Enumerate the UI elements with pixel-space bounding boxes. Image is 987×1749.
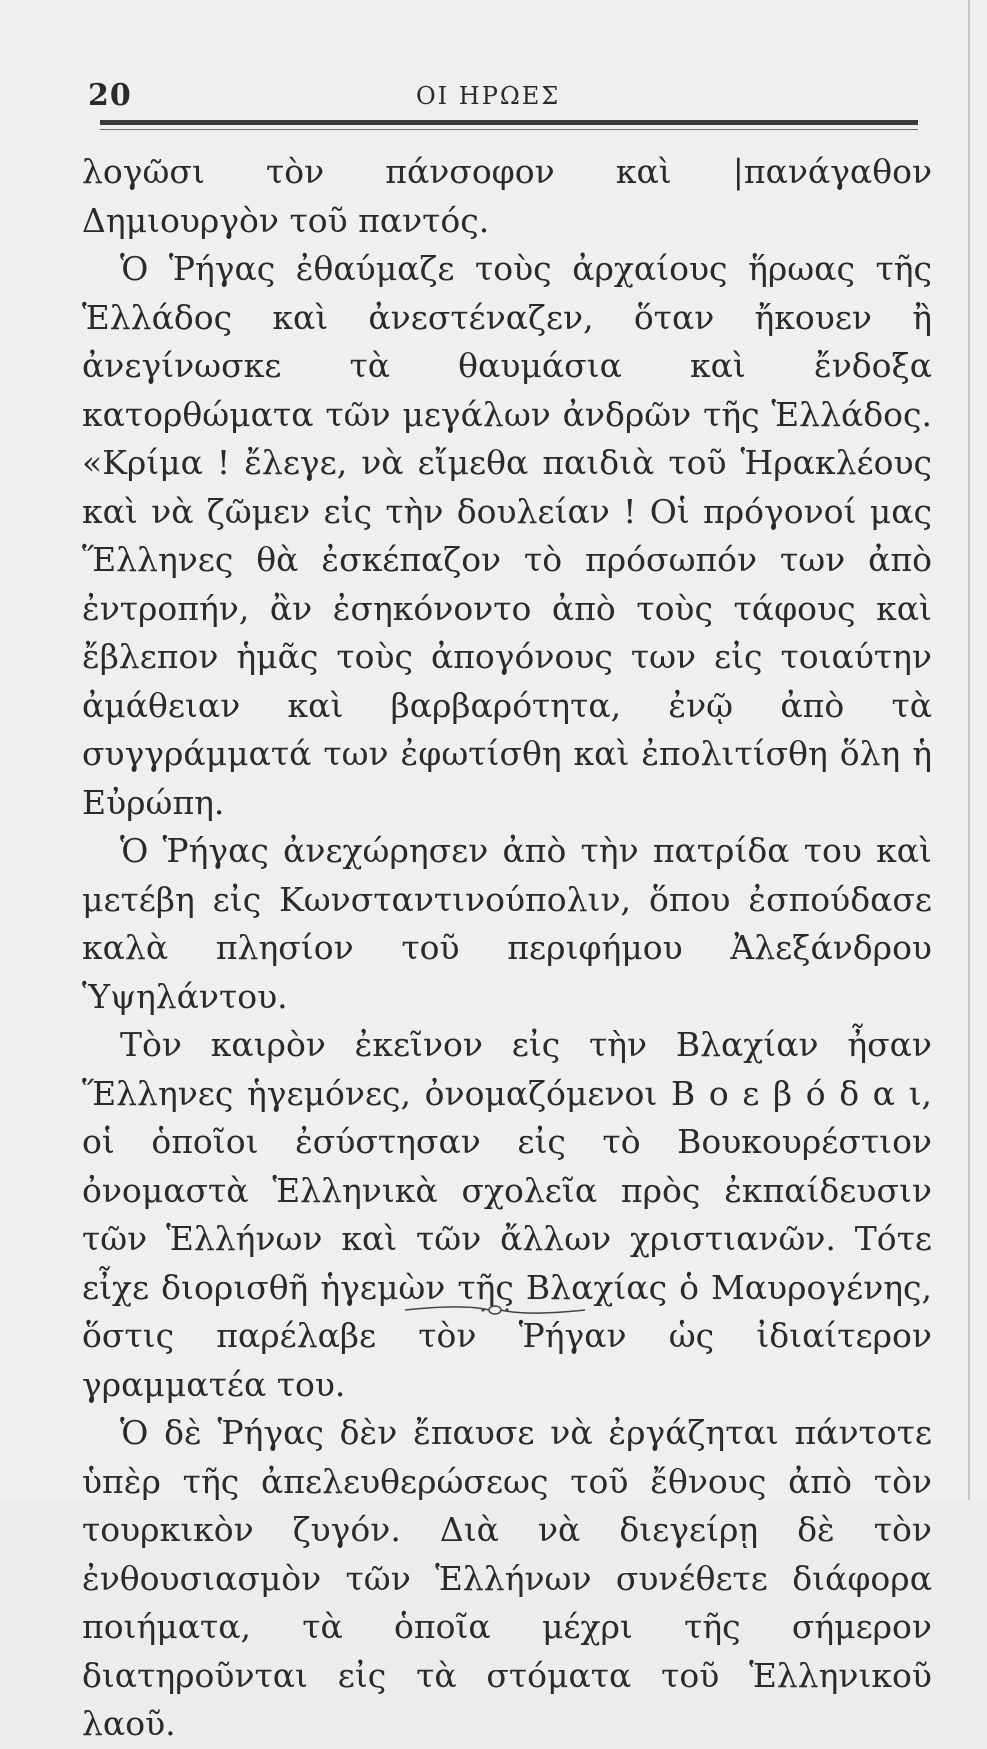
body-text: [82, 148, 932, 1749]
end-ornament: [403, 1300, 587, 1320]
paragraph: Ὁ Ῥήγας ἐθαύμαζε τοὺς ἀρχαίους ἥρωας τῆς Ἑλλάδος καὶ ἀνεστέναζεν, ὅταν ἤκουεν ἢ ἀνεγίνωσκε τὰ θαυμάσια καὶ ἔνδοξα κατορθώματα τῶν μεγάλων ἀνδρῶν τῆς Ἑλλάδος. «Κρίμα ! ἔλεγε, νὰ εἴμεθα παιδιὰ τοῦ Ἡρακλέους καὶ νὰ ζῶμεν εἰς τὴν δουλείαν ! Οἱ πρόγονοί μας Ἕλληνες θὰ ἐσκέπαζον τὸ πρόσωπόν των ἀπὸ ἐντροπήν, ἂν ἐσηκόνοντο ἀπὸ τοὺς τάφους καὶ ἔβλεπον ἡμᾶς τοὺς ἀπογόνους των εἰς τοιαύτην ἀμάθειαν καὶ βαρβαρότητα, ἐνῷ ἀπὸ τὰ συγγράμματά των ἐφωτίσθη καὶ ἐπολιτίσθη ὅλη ἡ Εὐρώπη.: [82, 249, 932, 822]
running-title: ΟΙ ΗΡΩΕΣ: [416, 82, 561, 110]
paragraph: Τὸν καιρὸν ἐκεῖνον εἰς τὴν Βλαχίαν ἦσαν Ἕλληνες ἡγεμόνες, ὀνομαζόμενοι Β ο ε β ό δ α ι, οἱ ὁποῖοι ἐσύστησαν εἰς τὸ Βουκουρέστιον ὀνομαστὰ Ἑλληνικὰ σχολεῖα πρὸς ἐκπαίδευσιν τῶν Ἑλλήνων καὶ τῶν ἄλλων χριστιανῶν. Τότε εἶχε διορισθῆ ἡγεμὼν τῆς Βλαχίας ὁ Μαυρογένης, ὅστις παρέλαβε τὸν Ῥήγαν ὡς ἰδιαίτερον γραμματέα του.: [82, 1025, 932, 1404]
header-rule-thick: [100, 120, 918, 125]
header-rule-thin: [100, 129, 918, 130]
paragraph: Ὁ δὲ Ῥήγας δὲν ἔπαυσε νὰ ἐργάζηται πάντοτε ὑπὲρ τῆς ἀπελευθερώσεως τοῦ ἔθνους ἀπὸ τὸν τουρκικὸν ζυγόν. Διὰ νὰ διεγείρῃ δὲ τὸν ἐνθουσιασμὸν τῶν Ἑλλήνων συνέθετε διάφορα ποιήματα, τὰ ὁποῖα μέχρι τῆς σήμερον διατηροῦνται εἰς τὰ στόματα τοῦ Ἑλληνικοῦ λαοῦ.: [82, 1413, 932, 1743]
paragraph: Ὁ Ῥήγας ἀνεχώρησεν ἀπὸ τὴν πατρίδα του καὶ μετέβη εἰς Κωνσταντινούπολιν, ὅπου ἐσπούδασε καλὰ πλησίον τοῦ περιφήμου Ἀλεξάνδρου Ὑψηλάντου.: [82, 831, 932, 1016]
page-edge-line: [968, 0, 970, 1500]
page-number: 20: [88, 78, 132, 113]
page-header: [88, 78, 918, 114]
paragraph-continuation: λογῶσι τὸν πάνσοφον καὶ |πανάγαθον Δημιουργὸν τοῦ παντός.: [82, 152, 932, 240]
